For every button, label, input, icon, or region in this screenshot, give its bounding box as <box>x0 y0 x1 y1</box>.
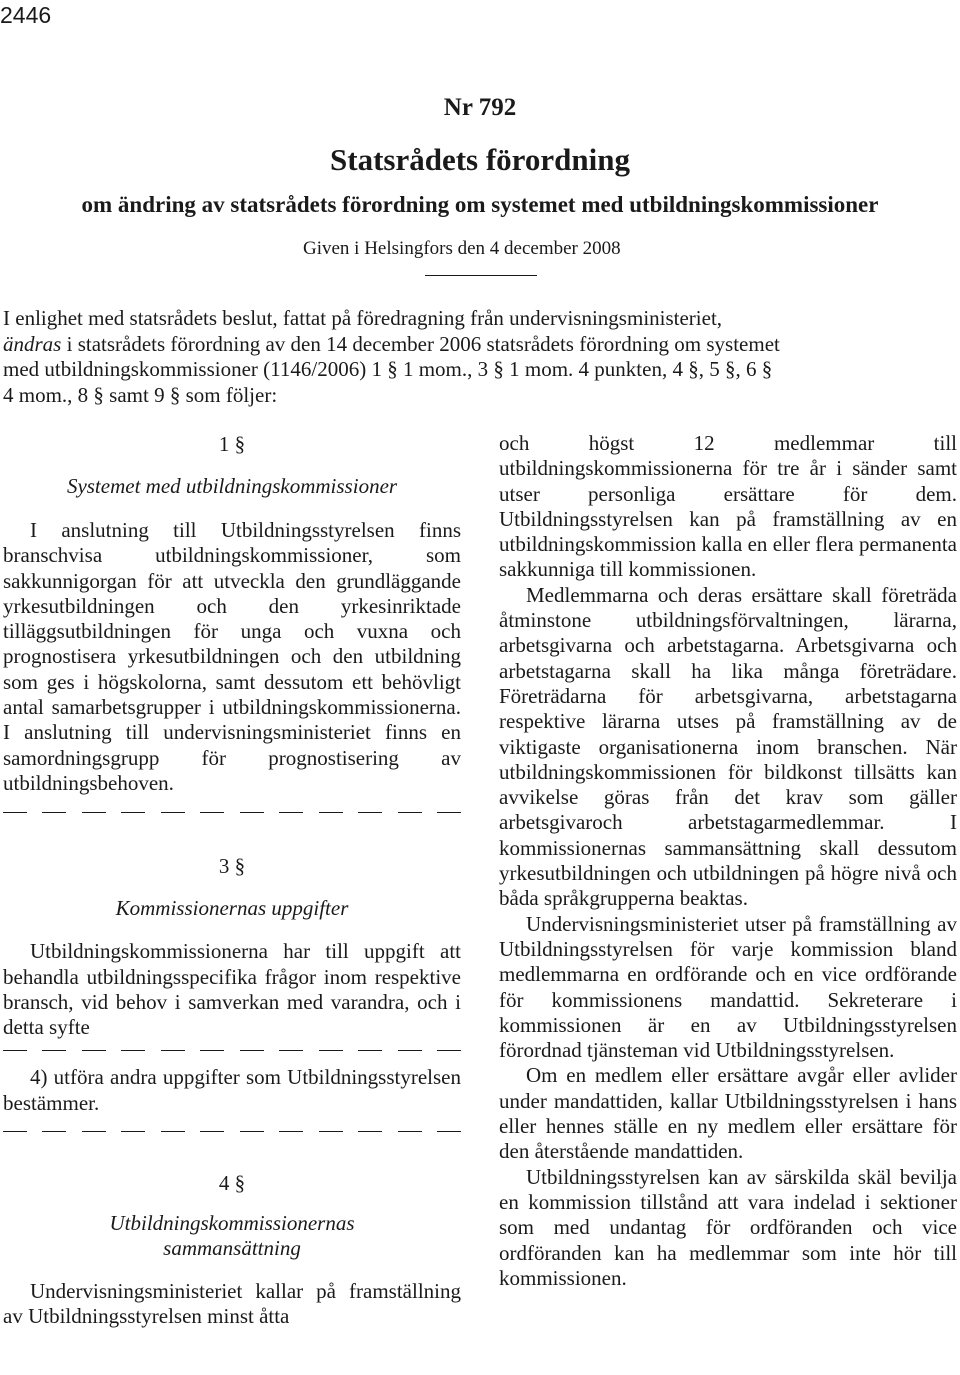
section-3-number: 3 § <box>218 854 246 879</box>
preamble <box>3 306 957 408</box>
omission-separator-1 <box>3 805 461 819</box>
left-column <box>3 431 461 1330</box>
document-title: Statsrådets förordning <box>330 142 630 177</box>
section-1-text: I anslutning till Utbildningsstyrelsen finns branschvisa utbildningskommissioner, som sakkunnigorgan för att utveckla den grundläggande yrkesutbildningen och den yrkesinriktade tilläggsutbildningen för unga och vuxna och prognostisera yrkesutbildningen och den utbildning som ges i högskolorna, samt dessutom ett behövligt antal samarbetsgrupper i utbildningskommissionerna. I anslutning till undervisningsministeriet finns en samordningsgrupp för prognostisering av utbildningsbehoven. <box>3 518 461 795</box>
preamble-amend-word: ändras <box>3 331 62 356</box>
preamble-line-1: I enlighet med statsrådets beslut, fattat på föredragning från undervisningsministeriet, <box>3 306 723 330</box>
preamble-line-3: med utbildningskommissioner (1146/2006) 1 § 1 mom., 3 § 1 mom. 4 punkten, 4 §, 5 §, 6 § <box>3 357 773 381</box>
section-4-paragraph-4: Om en medlem eller ersättare avgår eller avlider under mandattiden, kallar Utbildningsstyrelsen i hans eller hennes ställe en ny medlem eller ersättare för den återstående mandattiden. <box>499 1063 957 1164</box>
section-3-heading: Kommissionernas uppgifter <box>115 896 349 921</box>
section-4-paragraph-3: Undervisningsministeriet utser på framställning av Utbildningsstyrelsen för varje kommission bland medlemmarna en ordförande och en vice ordförande för kommissionens mandattid. Sekreterare i kommissionen är en av Utbildningsstyrelsen förordnad tjänsteman vid Utbildningsstyrelsen. <box>499 911 957 1063</box>
section-3-item-4: 4) utföra andra uppgifter som Utbildningsstyrelsen bestämmer. <box>3 1065 461 1115</box>
section-1-number: 1 § <box>218 432 246 456</box>
section-4-heading-line-2: sammansättning <box>163 1236 301 1261</box>
preamble-line-2-text: i statsrådets förordning av den 14 december 2006 statsrådets förordning om systemet <box>61 331 780 356</box>
section-3-text: Utbildningskommissionerna har till uppgift att behandla utbildningsspecifika frågor inom respektive bransch, vid behov i samverkan med varandra, och i detta syfte <box>3 939 461 1040</box>
right-column <box>499 431 957 1291</box>
preamble-line-2 <box>3 332 957 358</box>
section-4-paragraph-1: och högst 12 medlemmar till utbildningskommissionerna för tre år i sänder samt utser personliga ersättare för dem. Utbildningsstyrelsen kan på framställning av en utbildningskommission kalla en eller flera permanenta sakkunniga till kommissionen. <box>499 431 957 582</box>
section-1-heading: Systemet med utbildningskommissioner <box>66 474 398 498</box>
section-4-paragraph-5: Utbildningsstyrelsen kan av särskilda skäl bevilja en kommission tillstånd att vara indelad i sektioner som med undantag för ordföranden och vice ordföranden kan ha medlemmar som inte hör till kommissionen. <box>499 1164 957 1290</box>
document-subtitle: om ändring av statsrådets förordning om systemet med utbildningskommissioner <box>81 192 879 217</box>
given-date-line: Given i Helsingfors den 4 december 2008 <box>303 238 621 259</box>
omission-separator-3 <box>3 1124 461 1138</box>
page-number: 2446 <box>0 2 52 28</box>
section-4-text: Undervisningsministeriet kallar på framställning av Utbildningsstyrelsen minst åtta <box>3 1279 461 1329</box>
section-4-heading-line-1: Utbildningskommissionernas <box>109 1211 355 1236</box>
act-number: Nr 792 <box>443 94 517 121</box>
preamble-line-4: 4 mom., 8 § samt 9 § som följer: <box>3 382 278 407</box>
omission-separator-2 <box>3 1043 461 1057</box>
header-rule <box>425 275 537 276</box>
section-4-paragraph-2: Medlemmarna och deras ersättare skall företräda åtminstone utbildningsförvaltningen, lärarna, arbetsgivarna och arbetstagarna. Arbetsgivarna och arbetstagarna skall ha lika många företrädare. Företrädarna för arbetsgivarna, arbetstagarna respektive lärarna utses på framställning av de viktigaste organisationerna inom branschen. När utbildningskommissionen för bildkonst tillsätts kan avvikelse göras från det krav som gäller arbetsgivaroch arbetstagarmedlemmar. I kommissionernas sammansättning skall dessutom yrkesutbildningen och utbildningen på högre nivå och båda språkgrupperna beaktas. <box>499 582 957 911</box>
section-4-number: 4 § <box>218 1171 246 1196</box>
